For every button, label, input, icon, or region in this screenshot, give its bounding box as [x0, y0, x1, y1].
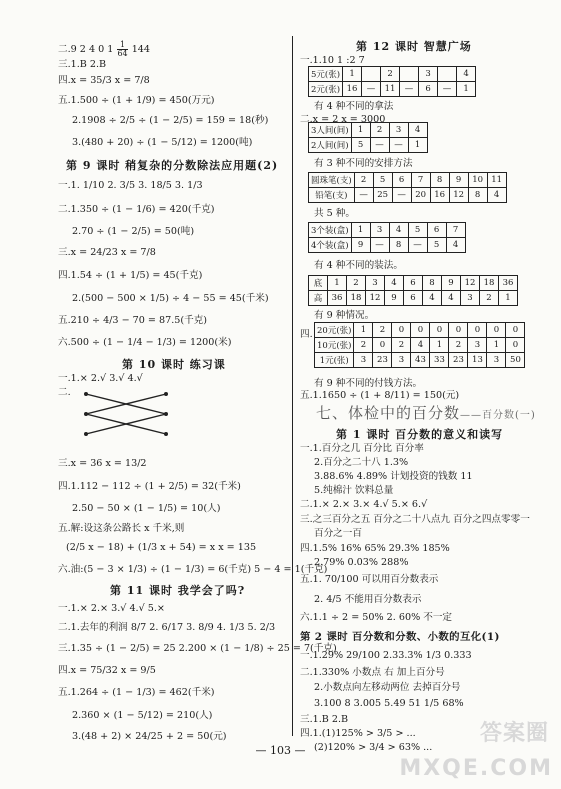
table-boxes	[308, 222, 466, 253]
answer-line: 五.210 ÷ 4/3 − 70 = 87.5(千克)	[58, 315, 208, 326]
answer-line: 共 5 种。	[314, 208, 355, 219]
answer-line: 3.(48 + 2) × 24/25 + 2 = 50(元)	[72, 731, 227, 742]
answer-line: 二.x = 2 x = 3000	[300, 114, 386, 125]
answer-line: 2.70 ÷ (1 − 2/5) = 50(吨)	[72, 226, 195, 237]
table-row: 4个装(盒) 9 — 8 — 5 4	[309, 238, 466, 253]
answer-line: 有 3 种不同的安排方法	[314, 158, 413, 169]
watermark-logo: 答案圈	[479, 721, 549, 746]
answer-line: 四.1.(1)125% > 3/5 > ...	[300, 728, 416, 739]
answer-line: 一.1.10 1 :2 7	[300, 55, 365, 66]
answer-line: 三.1.B 2.B	[58, 59, 107, 70]
answer-line: 四.x = 35/3 x = 7/8	[58, 75, 150, 86]
answer-line: 5.纯棉汁 饮料总量	[314, 485, 394, 496]
answer-line: 二.1.× 2.× 3.× 4.√ 5.× 6.√	[300, 499, 428, 510]
answer-line: 五.1. 70/100 可以用百分数表示	[300, 574, 439, 585]
table-pens	[308, 172, 507, 203]
answer-line: 五.1.264 ÷ (1 − 1/3) = 462(千米)	[58, 687, 215, 698]
answer-line: 三.之三百分之五 百分之二十八点九 百分之四点零零一	[300, 514, 530, 525]
table-row: 10元(张) 2 0 2 4 1 2 3 1 0	[315, 338, 525, 353]
table-row: 高 36 18 12 9 6 4 4 3 2 1	[309, 291, 518, 306]
answer-line: 二.1.330% 小数点 右 加上百分号	[300, 667, 445, 678]
answer-line: 2.50 − 50 × (1 − 1/5) = 10(人)	[72, 503, 221, 514]
answer-line: 一.1. 1/10 2. 3/5 3. 18/5 3. 1/3	[58, 180, 203, 191]
answer-line: 六.500 ÷ (1 − 1/4 − 1/3) = 1200(米)	[58, 337, 232, 348]
answer-line: 2.1908 ÷ 2/5 ÷ (1 − 2/5) = 159 = 18(秒)	[72, 115, 269, 126]
answer-line: 2.小数点向左移动两位 去掉百分号	[314, 682, 461, 693]
answer-line: 2.360 × (1 − 5/12) = 210(人)	[72, 710, 213, 721]
lesson-heading: 第 2 课时 百分数和分数、小数的互化(1)	[300, 631, 500, 643]
answer-line: 有 4 种不同的装法。	[314, 260, 403, 271]
answer-line: 2.(500 − 500 × 1/5) ÷ 4 − 55 = 45(千米)	[72, 293, 269, 304]
answer-line: 五.1.500 ÷ (1 + 1/9) = 450(万元)	[58, 95, 215, 106]
answer-line: 2.79% 0.03% 288%	[314, 557, 409, 568]
answer-line: 五.解:设这条公路长 x 千米,则	[58, 523, 185, 534]
answer-line: 一.1.29% 29/100 2.33.3% 1/3 0.333	[300, 650, 472, 661]
answer-line: 二.1.去年的利润 8/7 2. 6/17 3. 8/9 4. 1/3 5. 2/3	[58, 622, 276, 633]
watermark-url: MXQE.COM	[399, 756, 553, 781]
answer-line: 百分之一百	[314, 528, 362, 539]
answer-line: 三.x = 24/23 x = 7/8	[58, 247, 156, 258]
table-coins	[308, 66, 476, 97]
answer-line: 四.x = 75/32 x = 9/5	[58, 665, 156, 676]
answer-line: (2/5 x − 18) + (1/3 x + 54) = x x = 135	[66, 542, 257, 553]
table-row: 铅笔(支) — 25 — 20 16 12 8 4	[309, 188, 507, 203]
table-rooms	[308, 122, 428, 153]
table-row: 3人间(间) 1 2 3 4	[309, 123, 428, 138]
answer-line: 有 4 种不同的拿法	[314, 101, 394, 112]
lesson-heading: 第 10 课时 练习课	[122, 358, 226, 371]
answer-line: 四.	[300, 329, 313, 340]
answer-line: 六.油:(5 − 3 × 1/3) ÷ (1 − 1/3) = 6(千克) 5 − 4 = 1(千克)	[58, 564, 328, 575]
answer-line: (2)120% > 3/4 > 63% ...	[314, 742, 433, 753]
answer-line: 三.1.35 ÷ (1 − 2/5) = 25 2.200 × (1 − 1/8) ÷ 25 = 7(千克)	[58, 643, 337, 654]
answer-line: 有 9 种情况。	[314, 310, 375, 321]
answer-line: 二.9 2 4 0 1 $\frac{1}{64}$ 144	[58, 40, 150, 58]
matching-lines-diagram	[76, 384, 186, 444]
lesson-heading: 第 9 课时 稍复杂的分数除法应用题(2)	[66, 159, 279, 172]
answer-line: 2.百分之二十八 1.3%	[314, 457, 409, 468]
answer-line: 三.x = 36 x = 13/2	[58, 458, 147, 469]
answer-line: 二.1.350 ÷ (1 − 1/6) = 420(千克)	[58, 204, 215, 215]
section-title: 七、体检中的百分数——百分数(一)	[316, 404, 536, 422]
table-base-height	[308, 275, 518, 306]
answer-line: 四.1.54 ÷ (1 + 1/5) = 45(千克)	[58, 270, 203, 281]
lesson-heading: 第 11 课时 我学会了吗?	[110, 584, 246, 597]
answer-line: 一.1.× 2.√ 3.√ 4.√	[58, 373, 143, 384]
column-divider	[292, 36, 293, 736]
answer-line: 五.1.1650 ÷ (1 + 8/11) = 150(元)	[300, 390, 460, 401]
table-payment	[314, 322, 525, 368]
answer-line: 四.1.5% 16% 65% 29.3% 185%	[300, 543, 450, 554]
table-row: 底 1 2 3 4 6 8 9 12 18 36	[309, 276, 518, 291]
lesson-heading: 第 12 课时 智慧广场	[356, 40, 472, 53]
table-row: 2人间(间) 5 — — 1	[309, 138, 428, 153]
answer-line: 四.1.112 − 112 ÷ (1 + 2/5) = 32(千米)	[58, 481, 241, 492]
answer-line: 2. 4/5 不能用百分数表示	[314, 594, 422, 605]
answer-line: 3.(480 + 20) ÷ (1 − 5/12) = 1200(吨)	[72, 137, 253, 148]
answer-line: 3.100 8 3.005 5.49 51 1/5 68%	[314, 698, 464, 709]
answer-line: 三.1.B 2.B	[300, 714, 349, 725]
answer-line: 六.1.1 ÷ 2 = 50% 2. 60% 不一定	[300, 612, 453, 623]
table-row: 20元(张) 1 2 0 0 0 0 0 0 0	[315, 323, 525, 338]
table-row: 圆珠笔(支) 2 5 6 7 8 9 10 11	[309, 173, 507, 188]
page-number: — 103 —	[255, 744, 306, 757]
table-row: 5元(张) 1 2 3 4	[309, 67, 476, 82]
answer-line: 3.88.6% 4.89% 计划投资的钱数 11	[314, 471, 473, 482]
answer-line: 一.1.× 2.× 3.√ 4.√ 5.×	[58, 603, 165, 614]
answer-line: 一.1.百分之几 百分比 百分率	[300, 443, 424, 454]
answer-line: 有 9 种不同的付钱方法。	[314, 378, 423, 389]
table-row: 3个装(盒) 1 3 4 5 6 7	[309, 223, 466, 238]
answer-line: 二.	[58, 387, 71, 398]
table-row: 1元(张) 3 23 3 43 33 23 13 3 50	[315, 353, 525, 368]
lesson-heading: 第 1 课时 百分数的意义和读写	[336, 428, 504, 441]
table-row: 2元(张) 16 — 11 — 6 — 1	[309, 82, 476, 97]
